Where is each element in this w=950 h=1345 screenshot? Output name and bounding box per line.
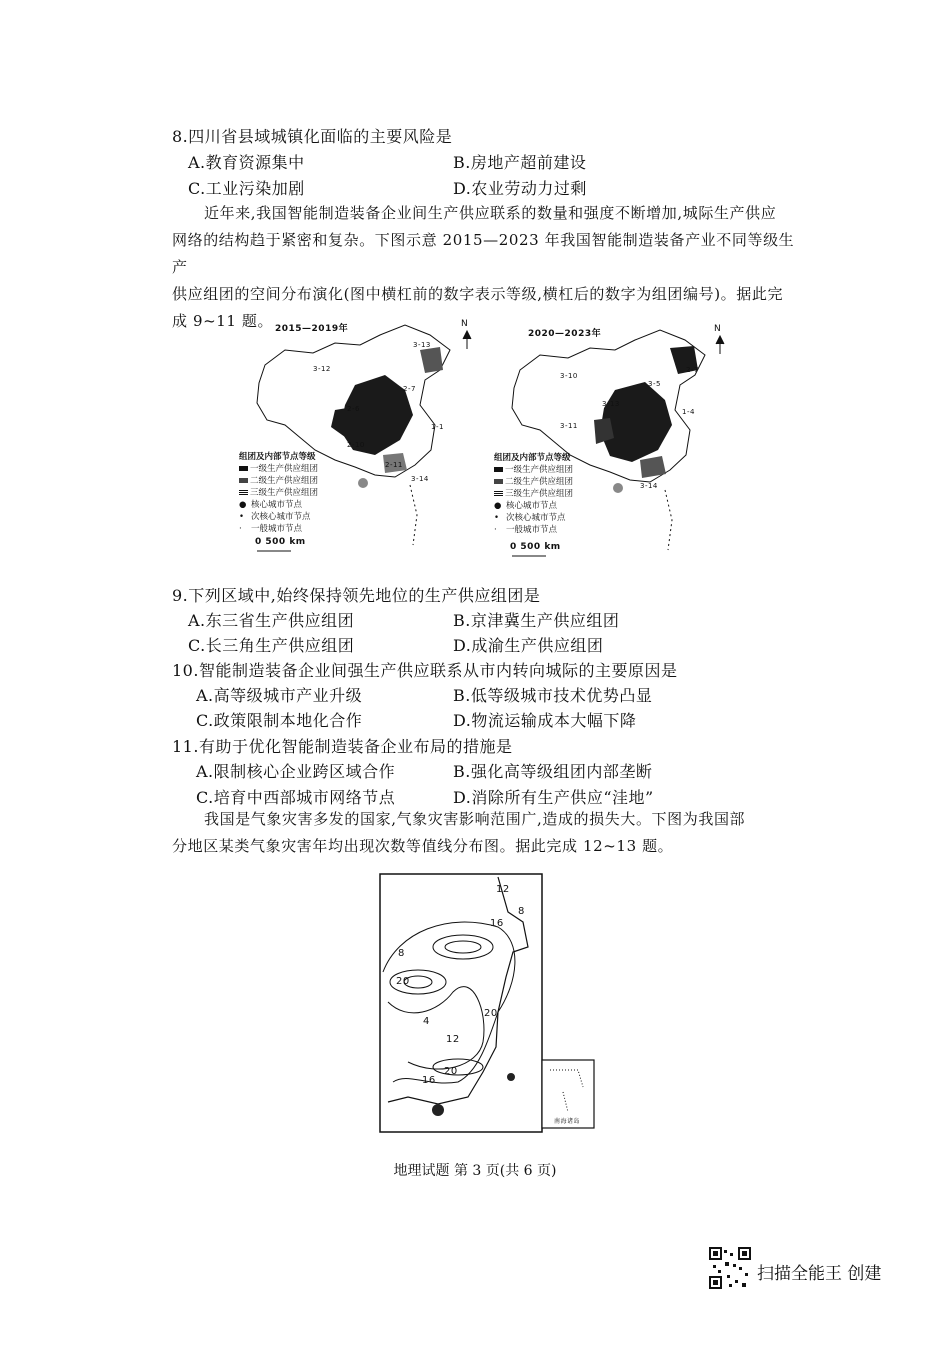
map-right-label: 3-14 <box>640 482 658 490</box>
isoline-label: 16 <box>490 918 504 929</box>
legend-dot-icon: · <box>494 525 497 535</box>
north-arrow-icon <box>463 331 471 349</box>
legend-dot-icon: • <box>494 513 500 523</box>
q9-option-b: B.京津冀生产供应组团 <box>453 611 620 630</box>
map-right-legend <box>494 452 573 536</box>
legend-item: ● 核心城市节点 <box>239 500 303 510</box>
map-left-label: 2-7 <box>403 385 416 393</box>
legend-item: 二级生产供应组团 <box>494 476 573 488</box>
map-left-label: 2-11 <box>385 461 403 469</box>
intro2-line1: 我国是气象灾害多发的国家,气象灾害影响范围广,造成的损失大。下图为我国部 <box>204 810 746 828</box>
map-left-label: 3-12 <box>313 365 331 373</box>
legend-item: • 次核心城市节点 <box>494 513 566 523</box>
cluster-level3-left <box>420 347 443 373</box>
legend-title: 组团及内部节点等级 <box>239 452 316 462</box>
isoline-label: 20 <box>444 1066 458 1077</box>
north-arrow-icon <box>716 336 724 354</box>
isoline-map <box>378 872 600 1134</box>
legend-swatch-icon <box>494 467 503 472</box>
scanner-caption: 扫描全能王 创建 <box>757 1264 882 1284</box>
q11-stem: 11.有助于优化智能制造装备企业布局的措施是 <box>172 737 513 756</box>
legend-title: 组团及内部节点等级 <box>494 453 571 463</box>
hainan-right <box>613 483 623 493</box>
isoline-label: 12 <box>496 884 510 895</box>
legend-dot-icon: ● <box>239 500 247 510</box>
map-left-label: 2-10 <box>347 441 365 449</box>
isoline <box>433 1059 483 1075</box>
map-right-title: 2020—2023年 <box>528 329 602 339</box>
map-left-scale: 0 500 km <box>255 537 306 547</box>
legend-swatch-icon <box>239 478 248 483</box>
q9-stem: 9.下列区域中,始终保持领先地位的生产供应组团是 <box>172 586 541 605</box>
page-footer: 地理试题 第 3 页(共 6 页) <box>393 1163 557 1179</box>
legend-item: • 次核心城市节点 <box>239 512 311 522</box>
legend-item: 三级生产供应组团 <box>494 488 573 500</box>
q8-option-b: B.房地产超前建设 <box>453 153 587 172</box>
legend-item: ● 核心城市节点 <box>494 501 558 511</box>
map-right-label: 3-11 <box>560 422 578 430</box>
map-2020-2023 <box>490 320 735 570</box>
intro2-line2: 分地区某类气象灾害年均出现次数等值线分布图。据此完成 12~13 题。 <box>172 837 674 855</box>
coastline <box>388 877 528 1104</box>
isoline <box>388 987 484 1069</box>
intro1-line3: 供应组团的空间分布演化(图中横杠前的数字表示等级,横杠后的数字为组团编号)。据此完 <box>172 285 784 303</box>
legend-dot-icon: · <box>239 524 242 534</box>
scanner-watermark <box>709 1247 949 1291</box>
intro1-line2: 网络的结构趋于紧密和复杂。下图示意 2015—2023 年我国智能制造装备产业不同等级生产 <box>172 231 795 276</box>
legend-swatch-icon <box>239 466 248 471</box>
qr-code-icon <box>709 1247 751 1289</box>
map-left-label: 3-13 <box>413 341 431 349</box>
map-right-scale: 0 500 km <box>510 542 561 552</box>
q10-option-a: A.高等级城市产业升级 <box>196 686 363 705</box>
q9-option-c: C.长三角生产供应组团 <box>188 636 355 655</box>
isoline-label: 12 <box>446 1034 460 1045</box>
q8-option-d: D.农业劳动力过剩 <box>453 179 587 198</box>
map-right-label: 3-5 <box>648 380 661 388</box>
q8-option-a: A.教育资源集中 <box>188 153 305 172</box>
q11-option-a: A.限制核心企业跨区域合作 <box>196 762 396 781</box>
isoline-map-graphic <box>378 872 600 1134</box>
inset-label: 南海诸岛 <box>554 1118 581 1125</box>
q11-option-b: B.强化高等级组团内部垄断 <box>453 762 653 781</box>
q11-option-c: C.培育中西部城市网络节点 <box>196 788 396 807</box>
legend-dot-icon: ● <box>494 501 502 511</box>
q8-option-c: C.工业污染加剧 <box>188 179 305 198</box>
map-left-title: 2015—2019年 <box>275 324 349 334</box>
isoline-label: 16 <box>422 1075 436 1086</box>
intro1-line1: 近年来,我国智能制造装备企业间生产供应联系的数量和强度不断增加,城际生产供应 <box>204 204 777 222</box>
legend-swatch-icon <box>494 491 503 496</box>
legend-item: 二级生产供应组团 <box>239 475 318 487</box>
legend-swatch-icon <box>239 490 248 495</box>
legend-dot-icon: • <box>239 512 245 522</box>
isoline <box>445 941 481 953</box>
legend-item: 三级生产供应组团 <box>239 487 318 499</box>
map-left-north: N <box>461 319 469 329</box>
map-right-label: 3-10 <box>560 372 578 380</box>
south-sea-islands-left <box>410 485 417 545</box>
map-left-label: 1-1 <box>431 423 444 431</box>
q10-option-d: D.物流运输成本大幅下降 <box>453 711 637 730</box>
q10-option-c: C.政策限制本地化合作 <box>196 711 363 730</box>
map-right-label: 2-7 <box>686 366 699 374</box>
q10-option-b: B.低等级城市技术优势凸显 <box>453 686 653 705</box>
q10-stem: 10.智能制造装备企业间强生产供应联系从市内转向城际的主要原因是 <box>172 661 678 680</box>
q8-stem: 8.四川省县域城镇化面临的主要风险是 <box>172 127 453 146</box>
map-right-label: 1-4 <box>682 408 695 416</box>
legend-item: 一级生产供应组团 <box>494 464 573 476</box>
hainan-island <box>432 1104 444 1116</box>
map-left-label: 2-6 <box>347 405 360 413</box>
isoline-label: 20 <box>484 1008 498 1019</box>
legend-item: · 一般城市节点 <box>239 524 303 534</box>
isoline <box>383 922 515 1083</box>
isoline <box>433 935 493 959</box>
map-2015-2019 <box>235 315 480 565</box>
isoline-label: 4 <box>423 1016 430 1027</box>
isoline-label: 8 <box>518 906 525 917</box>
legend-item: · 一般城市节点 <box>494 525 558 535</box>
isoline-label: 20 <box>396 976 410 987</box>
intro-paragraph-2 <box>172 806 802 860</box>
hainan-left <box>358 478 368 488</box>
map-left-legend <box>239 451 318 535</box>
q9-option-a: A.东三省生产供应组团 <box>188 611 355 630</box>
legend-item: 一级生产供应组团 <box>239 463 318 475</box>
map-right-label: 3-13 <box>602 400 620 408</box>
intro1-line4: 成 9~11 题。 <box>172 312 274 330</box>
q11-option-d: D.消除所有生产供应“洼地” <box>453 788 654 807</box>
map-left-label: 3-14 <box>411 475 429 483</box>
isoline-label: 8 <box>398 948 405 959</box>
legend-swatch-icon <box>494 479 503 484</box>
map-right-north: N <box>714 324 722 334</box>
q9-option-d: D.成渝生产供应组团 <box>453 636 604 655</box>
taiwan-island <box>507 1073 515 1081</box>
south-sea-islands-right <box>665 490 672 550</box>
